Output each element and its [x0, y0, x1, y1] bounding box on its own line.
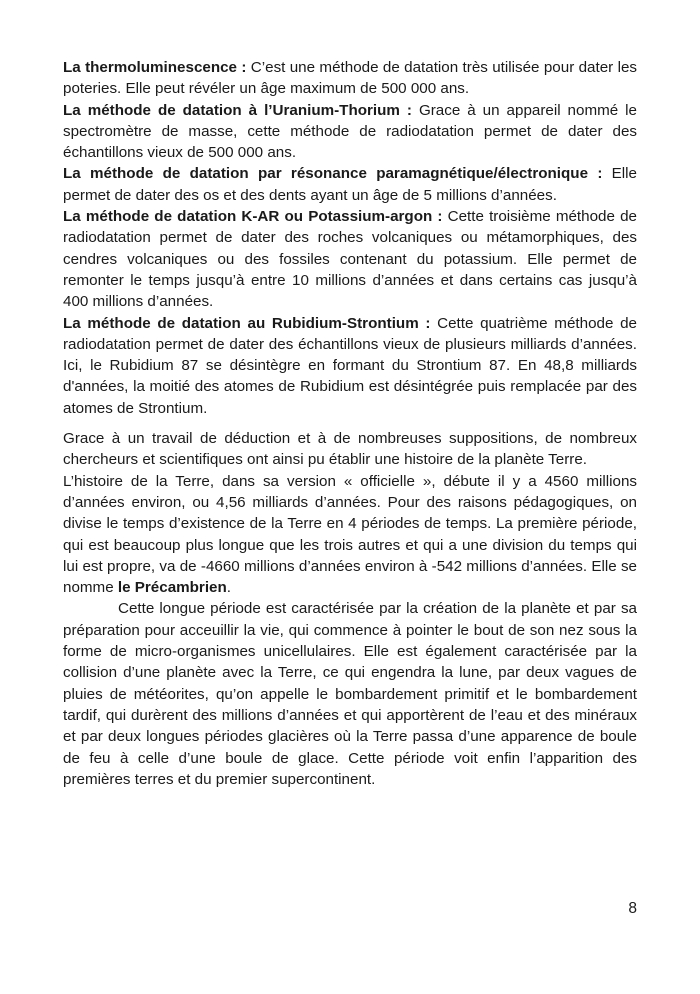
method-title: La méthode de datation par résonance paramagnétique/électronique : — [63, 165, 603, 183]
method-thermoluminescence — [63, 57, 637, 100]
paragraph-end: . — [226, 579, 232, 597]
paragraph-text: L’histoire de la Terre, dans sa version « officielle », débute il y a 4560 millions d’années environ, ou 4,56 milliards d’années. Pour des raisons pédagogiques, on divise le temps d’existence de la Terre en 4 périodes de temps. La première période, qui est beaucoup plus longue que les trois autres et qui a une division du temps qui lui est propre, va de -4660 millions d’années environ à -542 millions d’années. Elle se nomme — [63, 472, 637, 597]
paragraph-earth-history — [63, 471, 637, 599]
method-text: Cette troisième méthode de radiodatation permet de dater des roches volcaniques ou métamorphiques, des cendres volcaniques ou des fossiles contenant du potassium. Elle permet de remonter le temps jusqu’à entre 10 millions d’années et dans certains cas jusqu’à 400 millions d’années. — [63, 208, 637, 311]
method-text: Cette quatrième méthode de radiodatation permet de dater des échantillons vieux de plusieurs milliards d’années. Ici, le Rubidium 87 se désintègre en formant du Strontium 87. En 48,8 milliards d'années, la moitié des atomes de Rubidium est désintégrée puis remplacée par des atomes de Strontium. — [63, 314, 637, 417]
method-text: C’est une méthode de datation très utilisée pour dater les poteries. Elle peut révéler un âge maximum de 500 000 ans. — [63, 59, 637, 98]
precambrien-term: le Précambrien — [117, 579, 227, 597]
method-potassium-argon — [63, 206, 637, 312]
method-text: Grace à un appareil nommé le spectromètre de masse, cette méthode de radiodatation permet de dater des échantillons vieux de 500 000 ans. — [63, 101, 637, 162]
method-title: La méthode de datation K-AR ou Potassium-argon : — [63, 208, 443, 226]
method-title: La méthode de datation à l’Uranium-Thorium : — [63, 101, 412, 119]
method-title: La thermoluminescence : — [63, 59, 247, 76]
method-title: La méthode de datation au Rubidium-Strontium : — [63, 314, 431, 332]
method-uranium-thorium — [63, 100, 637, 164]
method-text: Elle permet de dater des os et des dents ayant un âge de 5 millions d’années. — [63, 165, 637, 204]
document-page — [63, 57, 637, 790]
page-number: 8 — [628, 900, 637, 917]
paragraph-research: Grace à un travail de déduction et à de nombreuses suppositions, de nombreux chercheurs et scientifiques ont ainsi pu établir une histoire de la planète Terre. — [63, 430, 637, 469]
paragraph-gap — [63, 419, 637, 428]
method-rubidium-strontium — [63, 313, 637, 419]
method-resonance — [63, 163, 637, 206]
paragraph-precambrien: Cette longue période est caractérisée par la création de la planète et par sa préparation pour acceuillir la vie, qui commence à pointer le bout de son nez sous la forme de micro-organismes unicellulaires. Elle est également caractérisée par la collision d’une planète avec la Terre, ce qui engendra la lune, par deux vagues de pluies de météorites, qu’on appelle le bombardement primitif et le bombardement tardif, qui durèrent des millions d’années et qui apportèrent de l’eau et des minéraux et par deux longues périodes glacières où la Terre passa d’une apparence de boule de feu à celle d’une boule de glace. Cette période voit enfin l’apparition des premières terres et du premier supercontinent. — [63, 600, 637, 788]
